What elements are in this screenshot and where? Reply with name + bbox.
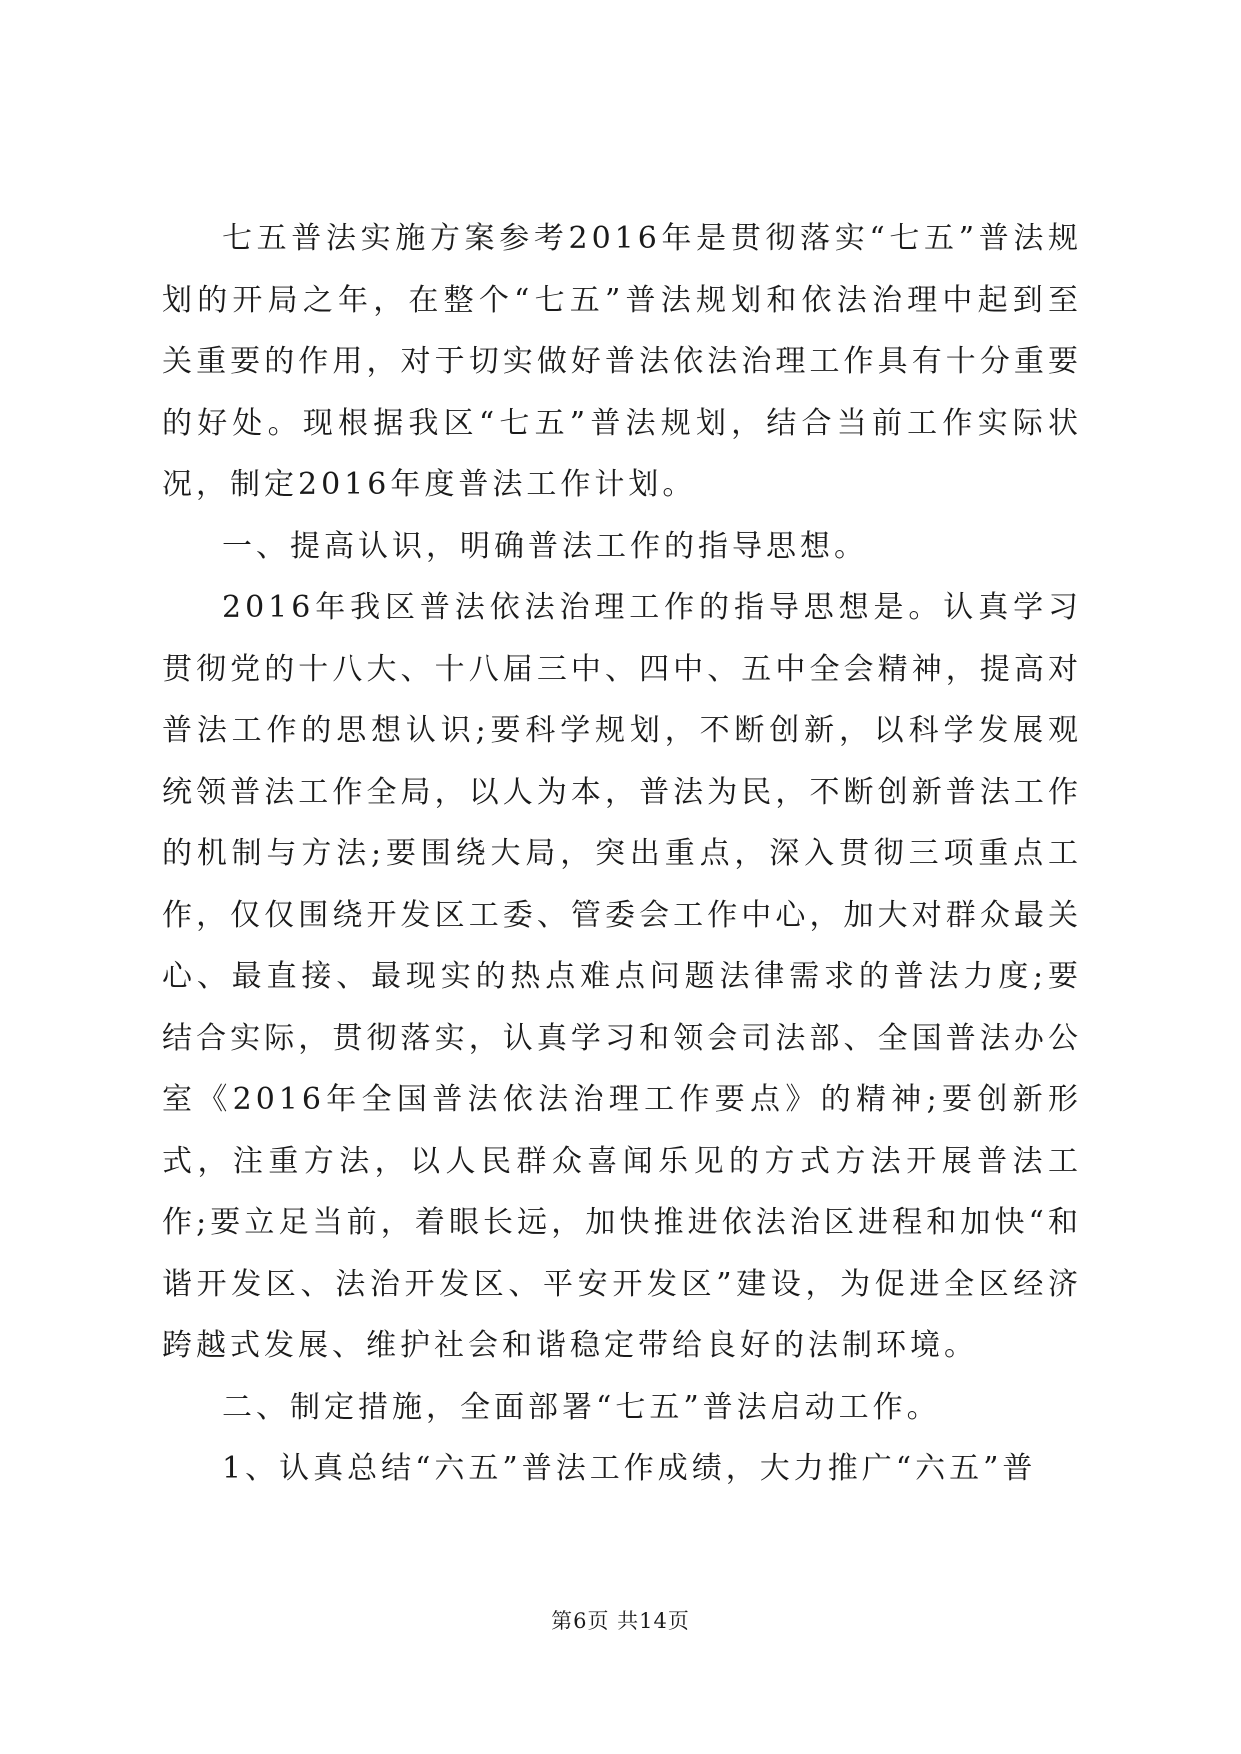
heading-section-two: 二、制定措施，全面部署“七五”普法启动工作。 [222,1389,941,1425]
paragraph-item-one: 1、认真总结“六五”普法工作成绩，大力推广“六五”普 [222,1451,1037,1486]
heading-section-one: 一、提高认识，明确普法工作的指导思想。 [222,528,868,564]
document-body [162,208,1082,1500]
page-footer: 第6页 共14页 [551,1609,690,1633]
paragraph-intro: 七五普法实施方案参考2016年是贯彻落实“七五”普法规划的开局之年，在整个“七五”普法规划和依法治理中起到至关重要的作用，对于切实做好普法依法治理工作具有十分重要的好处。现根据我区“七五”普法规划，结合当前工作实际状况，制定2016年度普法工作计划。 [162,221,1082,502]
paragraph-guiding-thought: 2016年我区普法依法治理工作的指导思想是。认真学习贯彻党的十八大、十八届三中、四中、五中全会精神，提高对普法工作的思想认识;要科学规划，不断创新，以科学发展观统领普法工作全局，以人为本，普法为民，不断创新普法工作的机制与方法;要围绕大局，突出重点，深入贯彻三项重点工作，仅仅围绕开发区工委、管委会工作中心，加大对群众最关心、最直接、最现实的热点难点问题法律需求的普法力度;要结合实际，贯彻落实，认真学习和领会司法部、全国普法办公室《2016年全国普法依法治理工作要点》的精神;要创新形式，注重方法，以人民群众喜闻乐见的方式方法开展普法工作;要立足当前，着眼长远，加快推进依法治区进程和加快“和谐开发区、法治开发区、平安开发区”建设，为促进全区经济跨越式发展、维护社会和谐稳定带给良好的法制环境。 [162,590,1082,1363]
